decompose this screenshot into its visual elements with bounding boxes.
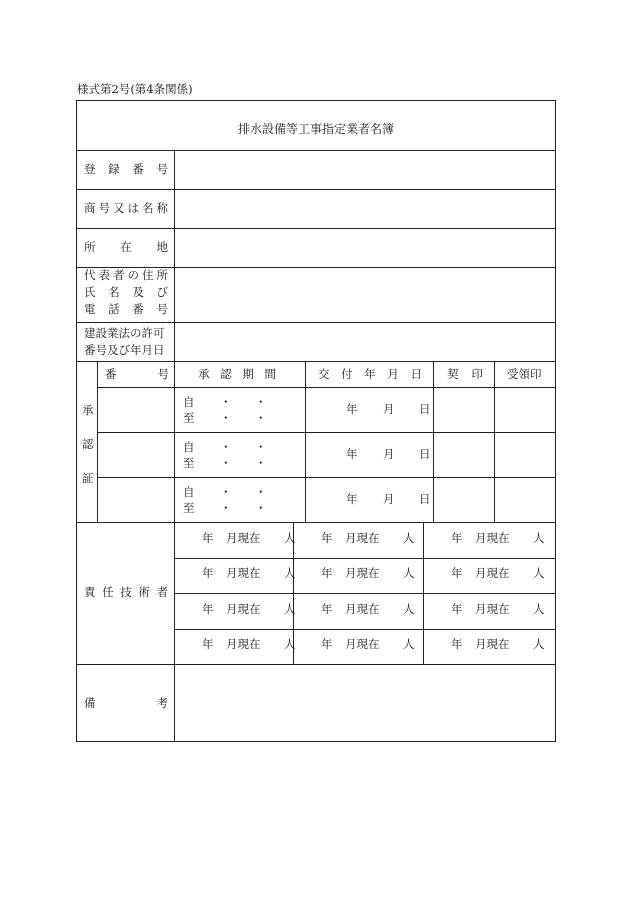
period-from-label: 自 xyxy=(183,395,195,409)
cert-header-seal: 契 印 xyxy=(447,367,483,381)
engineer-month-current: 月現在 xyxy=(345,531,380,545)
issue-month: 月 xyxy=(383,402,395,416)
engineer-month-current: 月現在 xyxy=(475,602,510,616)
responsible-engineer-label: 責 任 技 術 者 xyxy=(84,585,168,599)
engineer-year: 年 xyxy=(321,531,333,545)
period-to-label: 至 xyxy=(183,501,195,515)
engineer-month-current: 月現在 xyxy=(345,637,380,651)
issue-month: 月 xyxy=(383,447,395,461)
engineer-month-current: 月現在 xyxy=(345,602,380,616)
date-dot: ・ xyxy=(255,395,267,409)
engineer-year: 年 xyxy=(451,531,463,545)
period-to-label: 至 xyxy=(183,411,195,425)
remarks-label-left: 備 xyxy=(84,696,96,710)
engineer-person: 人 xyxy=(533,531,545,545)
representative-label-line1: 代 表 者 の 住 所 xyxy=(84,268,168,282)
engineer-person: 人 xyxy=(284,566,296,580)
engineer-person: 人 xyxy=(403,602,415,616)
cert-vertical-char: 証 xyxy=(82,471,94,485)
form-title: 排水設備等工事指定業者名簿 xyxy=(237,122,394,136)
location-label: 所 在 地 xyxy=(84,240,168,254)
engineer-month-current: 月現在 xyxy=(345,566,380,580)
date-dot: ・ xyxy=(220,485,232,499)
registration-number-label: 登 録 番 号 xyxy=(84,162,168,176)
engineer-year: 年 xyxy=(321,637,333,651)
license-label-line1: 建設業法の許可 xyxy=(84,326,165,340)
date-dot: ・ xyxy=(255,411,267,425)
engineer-person: 人 xyxy=(284,602,296,616)
issue-day: 日 xyxy=(419,492,431,506)
register-form xyxy=(76,100,556,742)
issue-year: 年 xyxy=(346,402,358,416)
engineer-year: 年 xyxy=(321,602,333,616)
engineer-year: 年 xyxy=(202,637,214,651)
engineer-person: 人 xyxy=(284,531,296,545)
representative-label-line3: 電 話 番 号 xyxy=(84,302,168,316)
engineer-person: 人 xyxy=(403,637,415,651)
cert-header-receipt-seal: 受領印 xyxy=(507,367,542,381)
issue-year: 年 xyxy=(346,492,358,506)
date-dot: ・ xyxy=(255,485,267,499)
engineer-month-current: 月現在 xyxy=(226,531,261,545)
cert-header-period: 承 認 期 間 xyxy=(198,367,276,381)
engineer-year: 年 xyxy=(451,637,463,651)
engineer-person: 人 xyxy=(403,566,415,580)
date-dot: ・ xyxy=(255,456,267,470)
date-dot: ・ xyxy=(220,440,232,454)
engineer-month-current: 月現在 xyxy=(226,602,261,616)
engineer-year: 年 xyxy=(451,602,463,616)
issue-day: 日 xyxy=(419,447,431,461)
cert-header-number: 番 号 xyxy=(105,367,169,381)
engineer-person: 人 xyxy=(533,566,545,580)
date-dot: ・ xyxy=(220,411,232,425)
period-from-label: 自 xyxy=(183,440,195,454)
representative-label-line2: 氏 名 及 び xyxy=(84,285,168,299)
engineer-month-current: 月現在 xyxy=(226,566,261,580)
engineer-person: 人 xyxy=(533,637,545,651)
engineer-month-current: 月現在 xyxy=(226,637,261,651)
period-from-label: 自 xyxy=(183,485,195,499)
date-dot: ・ xyxy=(220,501,232,515)
cert-header-issue-date: 交 付 年 月 日 xyxy=(318,367,422,381)
license-label-line2: 番号及び年月日 xyxy=(84,343,165,357)
engineer-month-current: 月現在 xyxy=(475,531,510,545)
issue-month: 月 xyxy=(383,492,395,506)
remarks-label-right: 考 xyxy=(156,696,168,710)
date-dot: ・ xyxy=(220,395,232,409)
date-dot: ・ xyxy=(220,456,232,470)
form-number: 様式第2号(第4条関係) xyxy=(77,82,193,96)
cert-vertical-char: 認 xyxy=(82,437,94,451)
date-dot: ・ xyxy=(255,501,267,515)
period-to-label: 至 xyxy=(183,456,195,470)
trade-name-label: 商 号 又 は 名 称 xyxy=(84,201,168,215)
engineer-person: 人 xyxy=(284,637,296,651)
engineer-month-current: 月現在 xyxy=(475,637,510,651)
engineer-year: 年 xyxy=(202,602,214,616)
engineer-year: 年 xyxy=(451,566,463,580)
remarks-label xyxy=(84,698,168,710)
engineer-person: 人 xyxy=(403,531,415,545)
engineer-year: 年 xyxy=(321,566,333,580)
date-dot: ・ xyxy=(255,440,267,454)
cert-vertical-char: 承 xyxy=(82,403,94,417)
engineer-month-current: 月現在 xyxy=(475,566,510,580)
engineer-year: 年 xyxy=(202,566,214,580)
issue-year: 年 xyxy=(346,447,358,461)
engineer-person: 人 xyxy=(533,602,545,616)
issue-day: 日 xyxy=(419,402,431,416)
engineer-year: 年 xyxy=(202,531,214,545)
